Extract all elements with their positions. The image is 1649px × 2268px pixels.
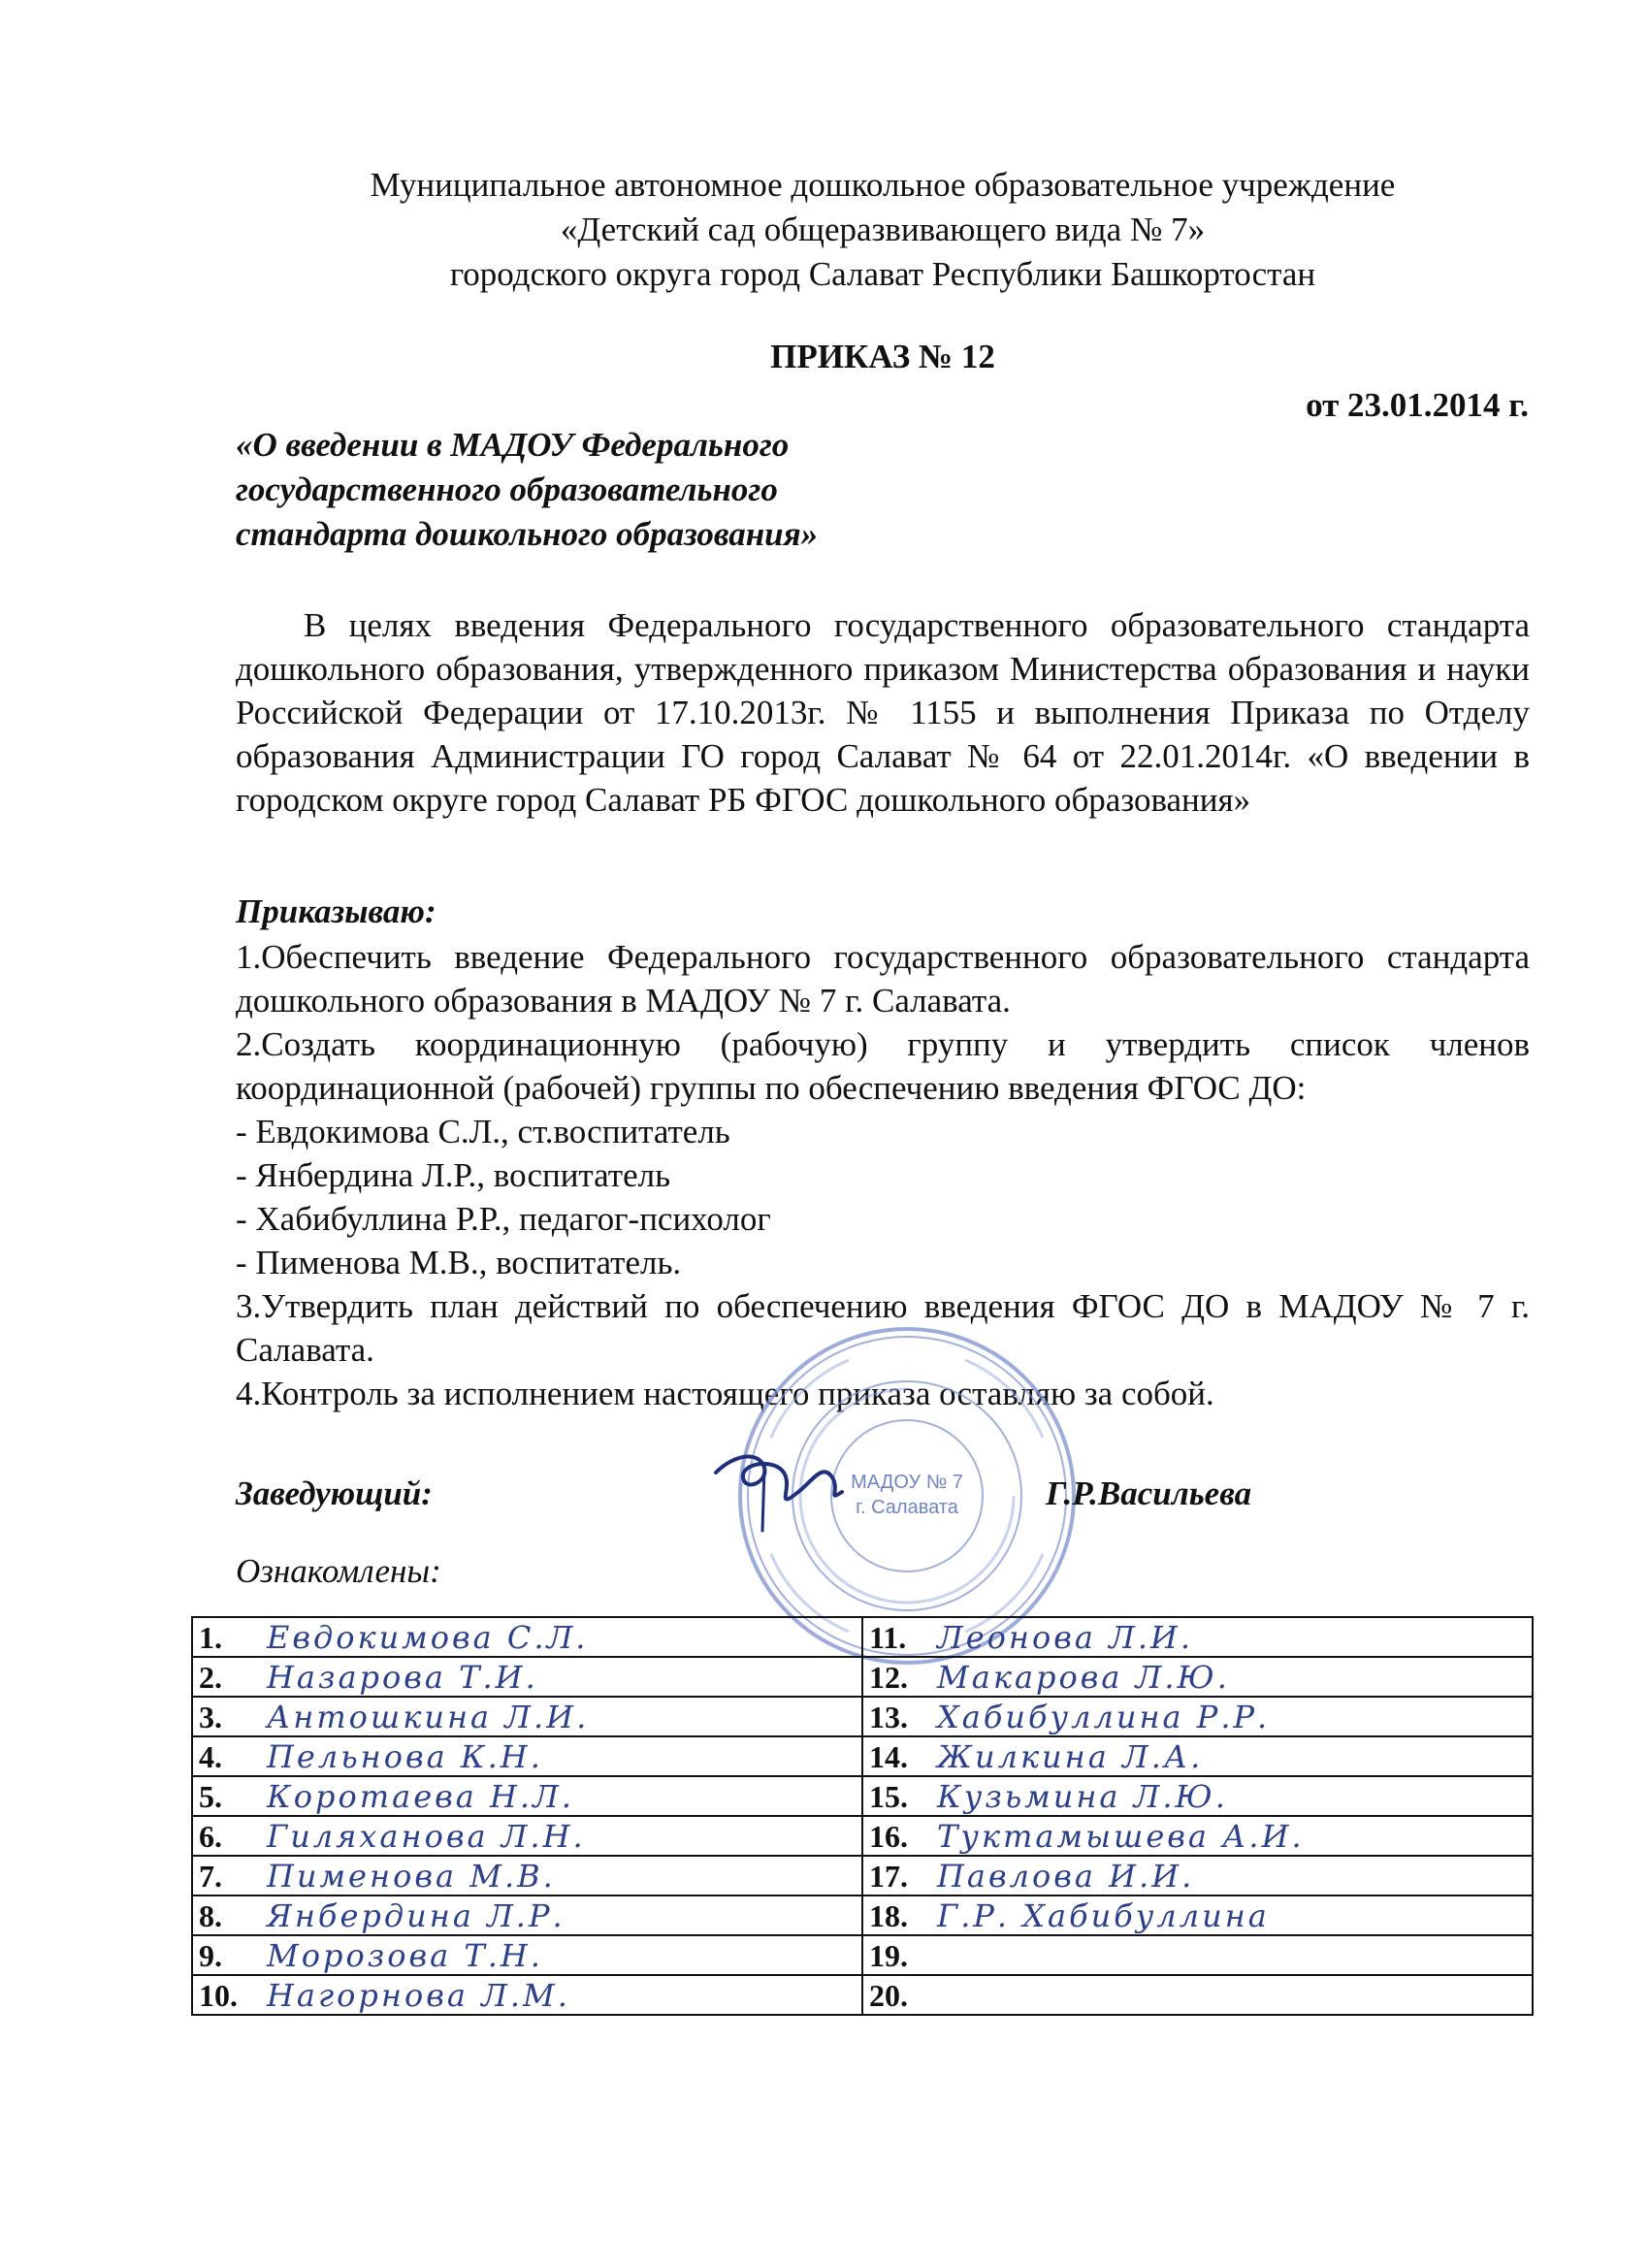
subject-line-2: государственного образовательного [236,470,778,508]
handwritten-name: Леонова Л.И. [937,1618,1194,1656]
row-number: 4. [199,1738,222,1774]
row-number: 2. [199,1659,222,1695]
row-number: 9. [199,1937,222,1973]
row-number: 18. [869,1897,908,1933]
order-item-3: 3.Утвердить план действий по обеспечению введения ФГОС ДО в МАДОУ № 7 г. Салавата. [236,1287,1530,1369]
group-member: - Евдокимова С.Л., ст.воспитатель [236,1113,730,1150]
table-cell [192,1617,862,1657]
table-row [192,1776,1533,1816]
row-number: 6. [199,1818,222,1854]
table-cell [862,1617,1533,1657]
row-number: 10. [199,1977,238,2013]
table-cell [192,1736,862,1776]
table-cell [192,1776,862,1816]
table-cell [862,1736,1533,1776]
row-number: 12. [869,1659,908,1695]
group-member: - Пименова М.В., воспитатель. [236,1244,682,1281]
table-cell [862,1895,1533,1935]
institution-header [233,163,1533,297]
row-number: 19. [869,1937,908,1973]
order-item-1: 1.Обеспечить введение Федерального государственного образовательного стандарта дошкольного образования в МАДОУ № 7 г. Салавата. [236,938,1530,1020]
handwritten-name: Янбердина Л.Р. [267,1896,566,1934]
table-cell [192,1816,862,1856]
order-item-4: 4.Контроль за исполнением настоящего приказа оставляю за собой. [236,1375,1214,1412]
handwritten-name: Назарова Т.И. [267,1658,538,1696]
handwritten-name: Пельнова К.Н. [267,1737,543,1775]
header-line-3: городского округа город Салават Республики Башкортостан [449,255,1316,293]
table-row [192,1697,1533,1736]
preamble-paragraph: В целях введения Федерального государственного образовательного стандарта дошкольного образования, утвержденного приказом Министерства образования и науки Российской Федерации от 17.10.2013г. № 1155 и выполнения Приказа по Отделу образования Администрации ГО город Салават № 64 от 22.01.2014г. «О введении в городском округе город Салават РБ ФГОС дошкольного образования» [236,606,1530,819]
table-row [192,1935,1533,1975]
handwritten-name: Пименова М.В. [267,1857,556,1895]
row-number: 13. [869,1699,908,1734]
handwritten-name: Хабибуллина Р.Р. [937,1698,1271,1735]
table-cell [862,1776,1533,1816]
table-cell [192,1697,862,1736]
row-number: 8. [199,1897,222,1933]
subject-line-3: стандарта дошкольного образования» [236,515,819,553]
order-date: от 23.01.2014 г. [1306,386,1529,424]
row-number: 15. [869,1778,908,1814]
order-heading: Приказываю: [236,892,436,930]
handwritten-name: Евдокимова С.Л. [267,1618,589,1656]
row-number: 14. [869,1738,908,1774]
table-row [192,1657,1533,1697]
table-row [192,1736,1533,1776]
table-cell [192,1856,862,1895]
handwritten-name: Морозова Т.Н. [267,1936,543,1974]
handwritten-name: Павлова И.И. [937,1857,1195,1895]
table-row [192,1856,1533,1895]
stamp-inner-line-1: МАДОУ № 7 [851,1472,963,1493]
table-cell [192,1895,862,1935]
order-subject [236,423,818,557]
row-number: 20. [869,1977,908,2013]
handwritten-name: Туктамышева А.И. [937,1817,1305,1855]
table-row [192,1975,1533,2015]
subject-line-1: «О введении в МАДОУ Федерального [236,426,790,464]
table-cell [862,1697,1533,1736]
table-cell [192,1657,862,1697]
stamp-inner-line-2: г. Салавата [856,1497,958,1518]
familiarized-label: Ознакомлены: [236,1552,441,1590]
group-member: - Хабибуллина Р.Р., педагог-психолог [236,1200,771,1238]
handwritten-name: Кузьмина Л.Ю. [937,1777,1228,1815]
row-number: 1. [199,1619,222,1655]
group-member: - Янбердина Л.Р., воспитатель [236,1156,671,1194]
table-cell [862,1657,1533,1697]
row-number: 11. [869,1619,907,1655]
signature-label: Заведующий: [236,1474,433,1512]
order-item-2: 2.Создать координационную (рабочую) группу и утвердить список членов координационной (рабочей) группы по обеспечению введения ФГОС ДО: [236,1025,1530,1107]
handwritten-name: Гиляханова Л.Н. [267,1817,586,1855]
table-cell [862,1816,1533,1856]
row-number: 5. [199,1778,222,1814]
table-cell [862,1975,1533,2015]
signature-table [191,1616,1534,2016]
table-cell [192,1975,862,2015]
row-number: 16. [869,1818,908,1854]
signatory-name: Г.Р.Васильева [1046,1474,1252,1512]
table-row [192,1617,1533,1657]
row-number: 17. [869,1858,908,1894]
handwritten-name: Макарова Л.Ю. [937,1658,1230,1696]
handwritten-name: Жилкина Л.А. [937,1737,1204,1775]
handwritten-name: Коротаева Н.Л. [267,1777,574,1815]
handwritten-name: Г.Р. Хабибуллина [937,1896,1270,1934]
row-number: 7. [199,1858,222,1894]
header-line-2: «Детский сад общеразвивающего вида № 7» [560,211,1206,248]
table-row [192,1816,1533,1856]
table-cell [862,1856,1533,1895]
table-row [192,1895,1533,1935]
director-signature [706,1434,861,1540]
header-line-1: Муниципальное автономное дошкольное образовательное учреждение [370,166,1396,204]
row-number: 3. [199,1699,222,1734]
handwritten-name: Нагорнова Л.М. [267,1976,570,2014]
handwritten-name: Антошкина Л.И. [267,1698,590,1735]
table-cell [862,1935,1533,1975]
order-title: ПРИКАЗ № 12 [770,338,995,375]
table-cell [192,1935,862,1975]
